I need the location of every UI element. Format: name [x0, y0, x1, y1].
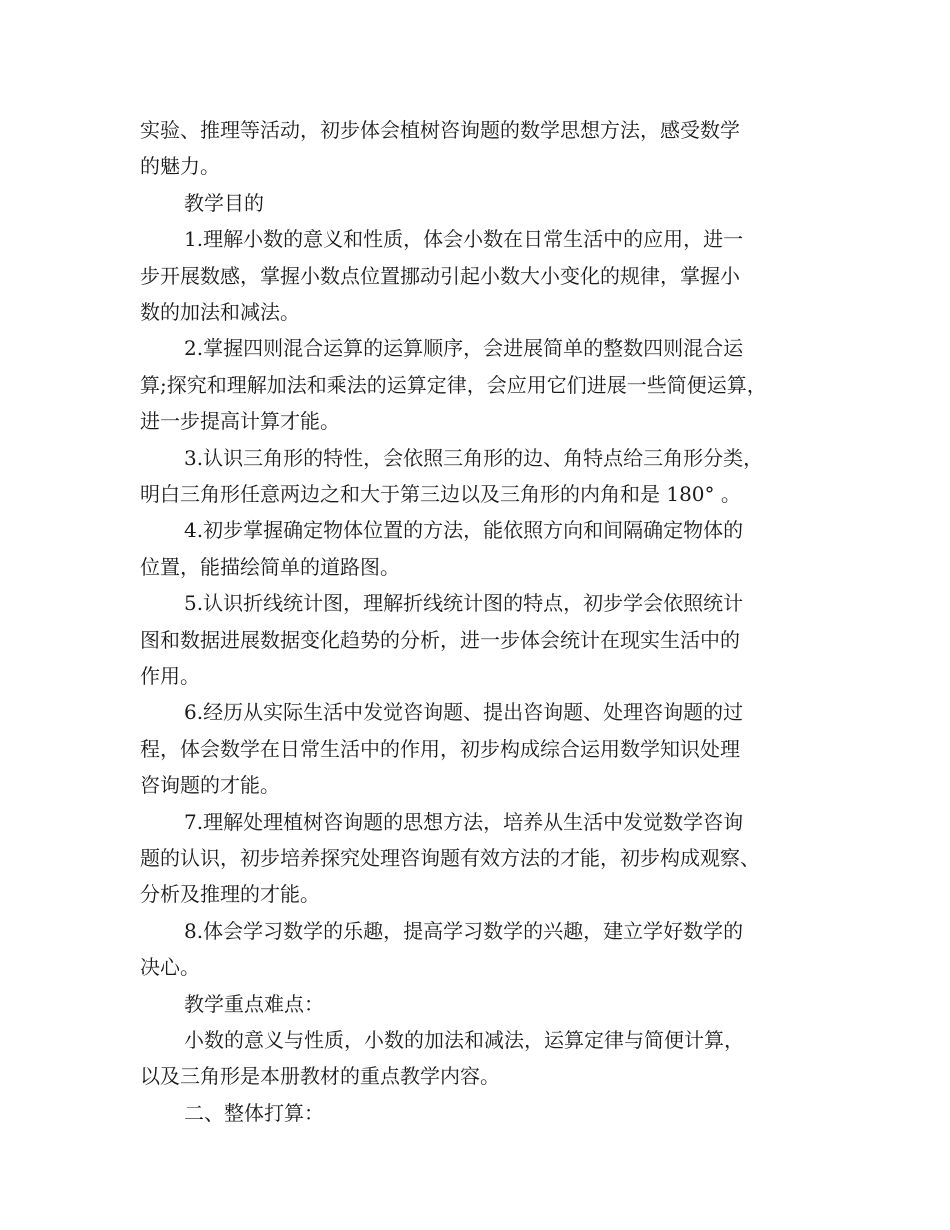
paragraph-line: 作用。 [140, 664, 200, 688]
goal-item-2: 2.掌握四则混合运算的运算顺序，会进展简单的整数四则混合运 [184, 336, 744, 360]
goal-item-6: 6.经历从实际生活中发觉咨询题、提出咨询题、处理咨询题的过 [184, 700, 744, 724]
paragraph-line: 题的认识，初步培养探究处理咨询题有效方法的才能，初步构成观察、 [140, 846, 760, 870]
goal-item-1: 1.理解小数的意义和性质，体会小数在日常生活中的应用，进一 [184, 227, 744, 251]
section-heading-overall-plan: 二、整体打算： [184, 1101, 324, 1125]
goal-item-4: 4.初步掌握确定物体位置的方法，能依照方向和间隔确定物体的 [184, 518, 744, 542]
section-heading-key-points: 教学重点难点： [184, 992, 324, 1016]
paragraph-line: 位置，能描绘简单的道路图。 [140, 555, 400, 579]
paragraph-line: 算;探究和理解加法和乘法的运算定律，会应用它们进展一些简便运算， [140, 373, 767, 397]
paragraph-line: 分析及推理的才能。 [140, 882, 320, 906]
paragraph-line: 图和数据进展数据变化趋势的分析，进一步体会统计在现实生活中的 [140, 628, 740, 652]
paragraph-line: 实验、推理等活动，初步体会植树咨询题的数学思想方法，感受数学 [140, 118, 740, 142]
paragraph-line: 进一步提高计算才能。 [140, 409, 340, 433]
goal-item-7: 7.理解处理植树咨询题的思想方法，培养从生活中发觉数学咨询 [184, 810, 744, 834]
section-heading-teaching-goals: 教学目的 [184, 191, 264, 215]
paragraph-line: 步开展数感，掌握小数点位置挪动引起小数大小变化的规律，掌握小 [140, 264, 740, 288]
goal-item-3: 3.认识三角形的特性，会依照三角形的边、角特点给三角形分类， [184, 446, 764, 470]
goal-item-5: 5.认识折线统计图，理解折线统计图的特点，初步学会依照统计 [184, 591, 744, 615]
paragraph-line: 明白三角形任意两边之和大于第三边以及三角形的内角和是 180° 。 [140, 482, 741, 506]
key-points-text: 小数的意义与性质，小数的加法和减法，运算定律与简便计算， [184, 1028, 744, 1052]
paragraph-line: 咨询题的才能。 [140, 773, 280, 797]
paragraph-line: 以及三角形是本册教材的重点教学内容。 [140, 1064, 500, 1088]
paragraph-line: 数的加法和减法。 [140, 300, 300, 324]
paragraph-line: 程，体会数学在日常生活中的作用，初步构成综合运用数学知识处理 [140, 737, 740, 761]
paragraph-line: 决心。 [140, 955, 200, 979]
paragraph-line: 的魅力。 [140, 154, 220, 178]
goal-item-8: 8.体会学习数学的乐趣，提高学习数学的兴趣，建立学好数学的 [184, 919, 744, 943]
